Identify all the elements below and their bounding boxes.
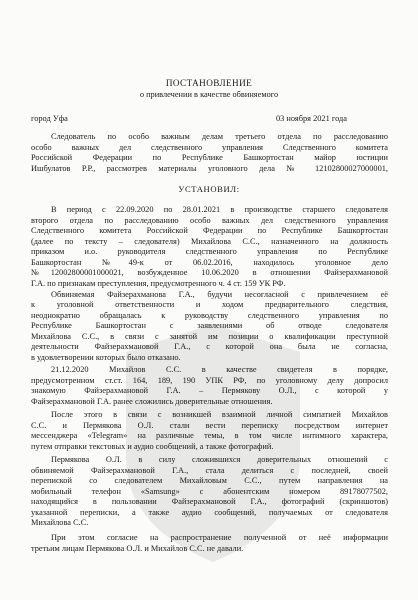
paragraph-line: После этого в связи с возникшей взаимной личной симпатией Михайлов [51,410,388,419]
paragraph-line: приказом и.о. руководителя следственного управления по Республике [31,247,388,256]
paragraph-line: Файзерахмановой Г.А. ранее сложились доверительные отношения. [31,396,273,406]
paragraph-line: к уголовной ответственности и ходом предварительного следствия, [31,300,388,309]
intro-line: особо важных дел следственного управления Следственного комитета [31,142,388,152]
paragraph-line: Следственного комитета Российской Федерации по Республике Башкортостан [31,226,388,235]
intro-line: Российской Федерации по Республике Башкортостан майор юстиции [31,153,388,162]
paragraph-line: путем отправки текстовых и аудио сообщений, а также фотографий. [31,441,274,451]
paragraph-line: деятельности Файзерахмановой Г.А., с которой она была не согласна, [31,342,388,351]
paragraph-line: Башкортостан №49-к от 06.02.2016, находилось уголовное дело [31,257,388,267]
paragraph-line: указанной переписки, а также аудио сообщений, получаемых от следователя [31,507,388,517]
paragraph-line: мессенджера «Telegram» на различные темы, в том числе интимного характера, [31,431,388,440]
paragraph-line: №12002800001000021, возбужденное 10.06.2020 в отношении Файзерахмановой [31,268,388,277]
paragraph-line: в удовлетворении которых было отказано. [31,352,181,362]
paragraph-line: знакомую Файзерахмановой Г.А. – Пермякову О.Л., с которой у [31,386,388,395]
paragraph-line: Г.А. по признакам преступления, предусмотренного ч. 4 ст. 159 УК РФ. [31,278,286,288]
paragraph-line: мобильный телефон «Samsung» с абонентским номером 89178077502, [31,486,388,496]
paragraph-line: находящийся в пользовании Файзерахмановой Г.А., фотографий (скриншотов) [31,497,388,506]
document-title: ПОСТАНОВЛЕНИЕ [165,78,253,88]
document-city: город Уфа [31,114,68,123]
paragraph-line: Михайлова С.С., в связи с занятой им позиции о квалификации преступной [31,331,388,341]
paragraph-line: (далее по тексту – следователя) Михайлова С.С., назначенного на должность [31,236,388,246]
paragraph-line: Пермякова О.Л. в силу сложившихся доверительных отношений с [51,455,388,464]
paragraph-line: Республике Башкортостан с заявлениями об отводе следователя [31,321,388,330]
paragraph-line: В период с 22.09.2020 по 28.01.2021 в производстве старшего следователя [51,205,388,214]
paragraph-line: третьим лицам Пермякова О.Л. и Михайлов С.С. не давали. [31,543,244,553]
paragraph-line: обвиняемой Файзерахмановой Г.А., стала делиться с последней, своей [31,465,388,475]
ustanovil-heading: УСТАНОВИЛ: [178,184,240,194]
paragraph-line: Обвиняемая Файзерахманова Г.А., будучи несогласной с привлечением её [51,289,388,299]
paragraph-line: перепиской со следователем Михайловым С.С., путем направления на [31,476,388,485]
paragraph-line: второго отдела по расследованию особо важных дел следственного управления [31,215,388,225]
paragraph-line: неоднократно обращалась к руководству следственного управления по [31,310,388,320]
paragraph-line: Михайлова С.С. [31,518,89,527]
intro-line: Ишбулатов Р.Р., рассмотрев материалы уголовного дела № 12102800027000001, [31,163,388,173]
paragraph-line: При этом согласие на распространение полученной от неё информации [51,533,388,542]
paragraph-line: 21.12.2020 Михайлов С.С. в качестве свидетеля в порядке, [51,365,388,374]
document-date: 03 ноября 2021 года [276,114,347,123]
intro-line: Следователь по особо важным делам третьего отдела по расследованию [51,132,388,141]
paragraph-line: предусмотренном ст.ст. 164, 189, 190 УПК РФ, по уголовному делу допросил [31,375,388,385]
document-subtitle: о привлечении в качестве обвиняемого [139,90,279,99]
paragraph-line: С.С. и Пермякова О.Л. стали вести переписку посредством интернет [31,420,388,430]
